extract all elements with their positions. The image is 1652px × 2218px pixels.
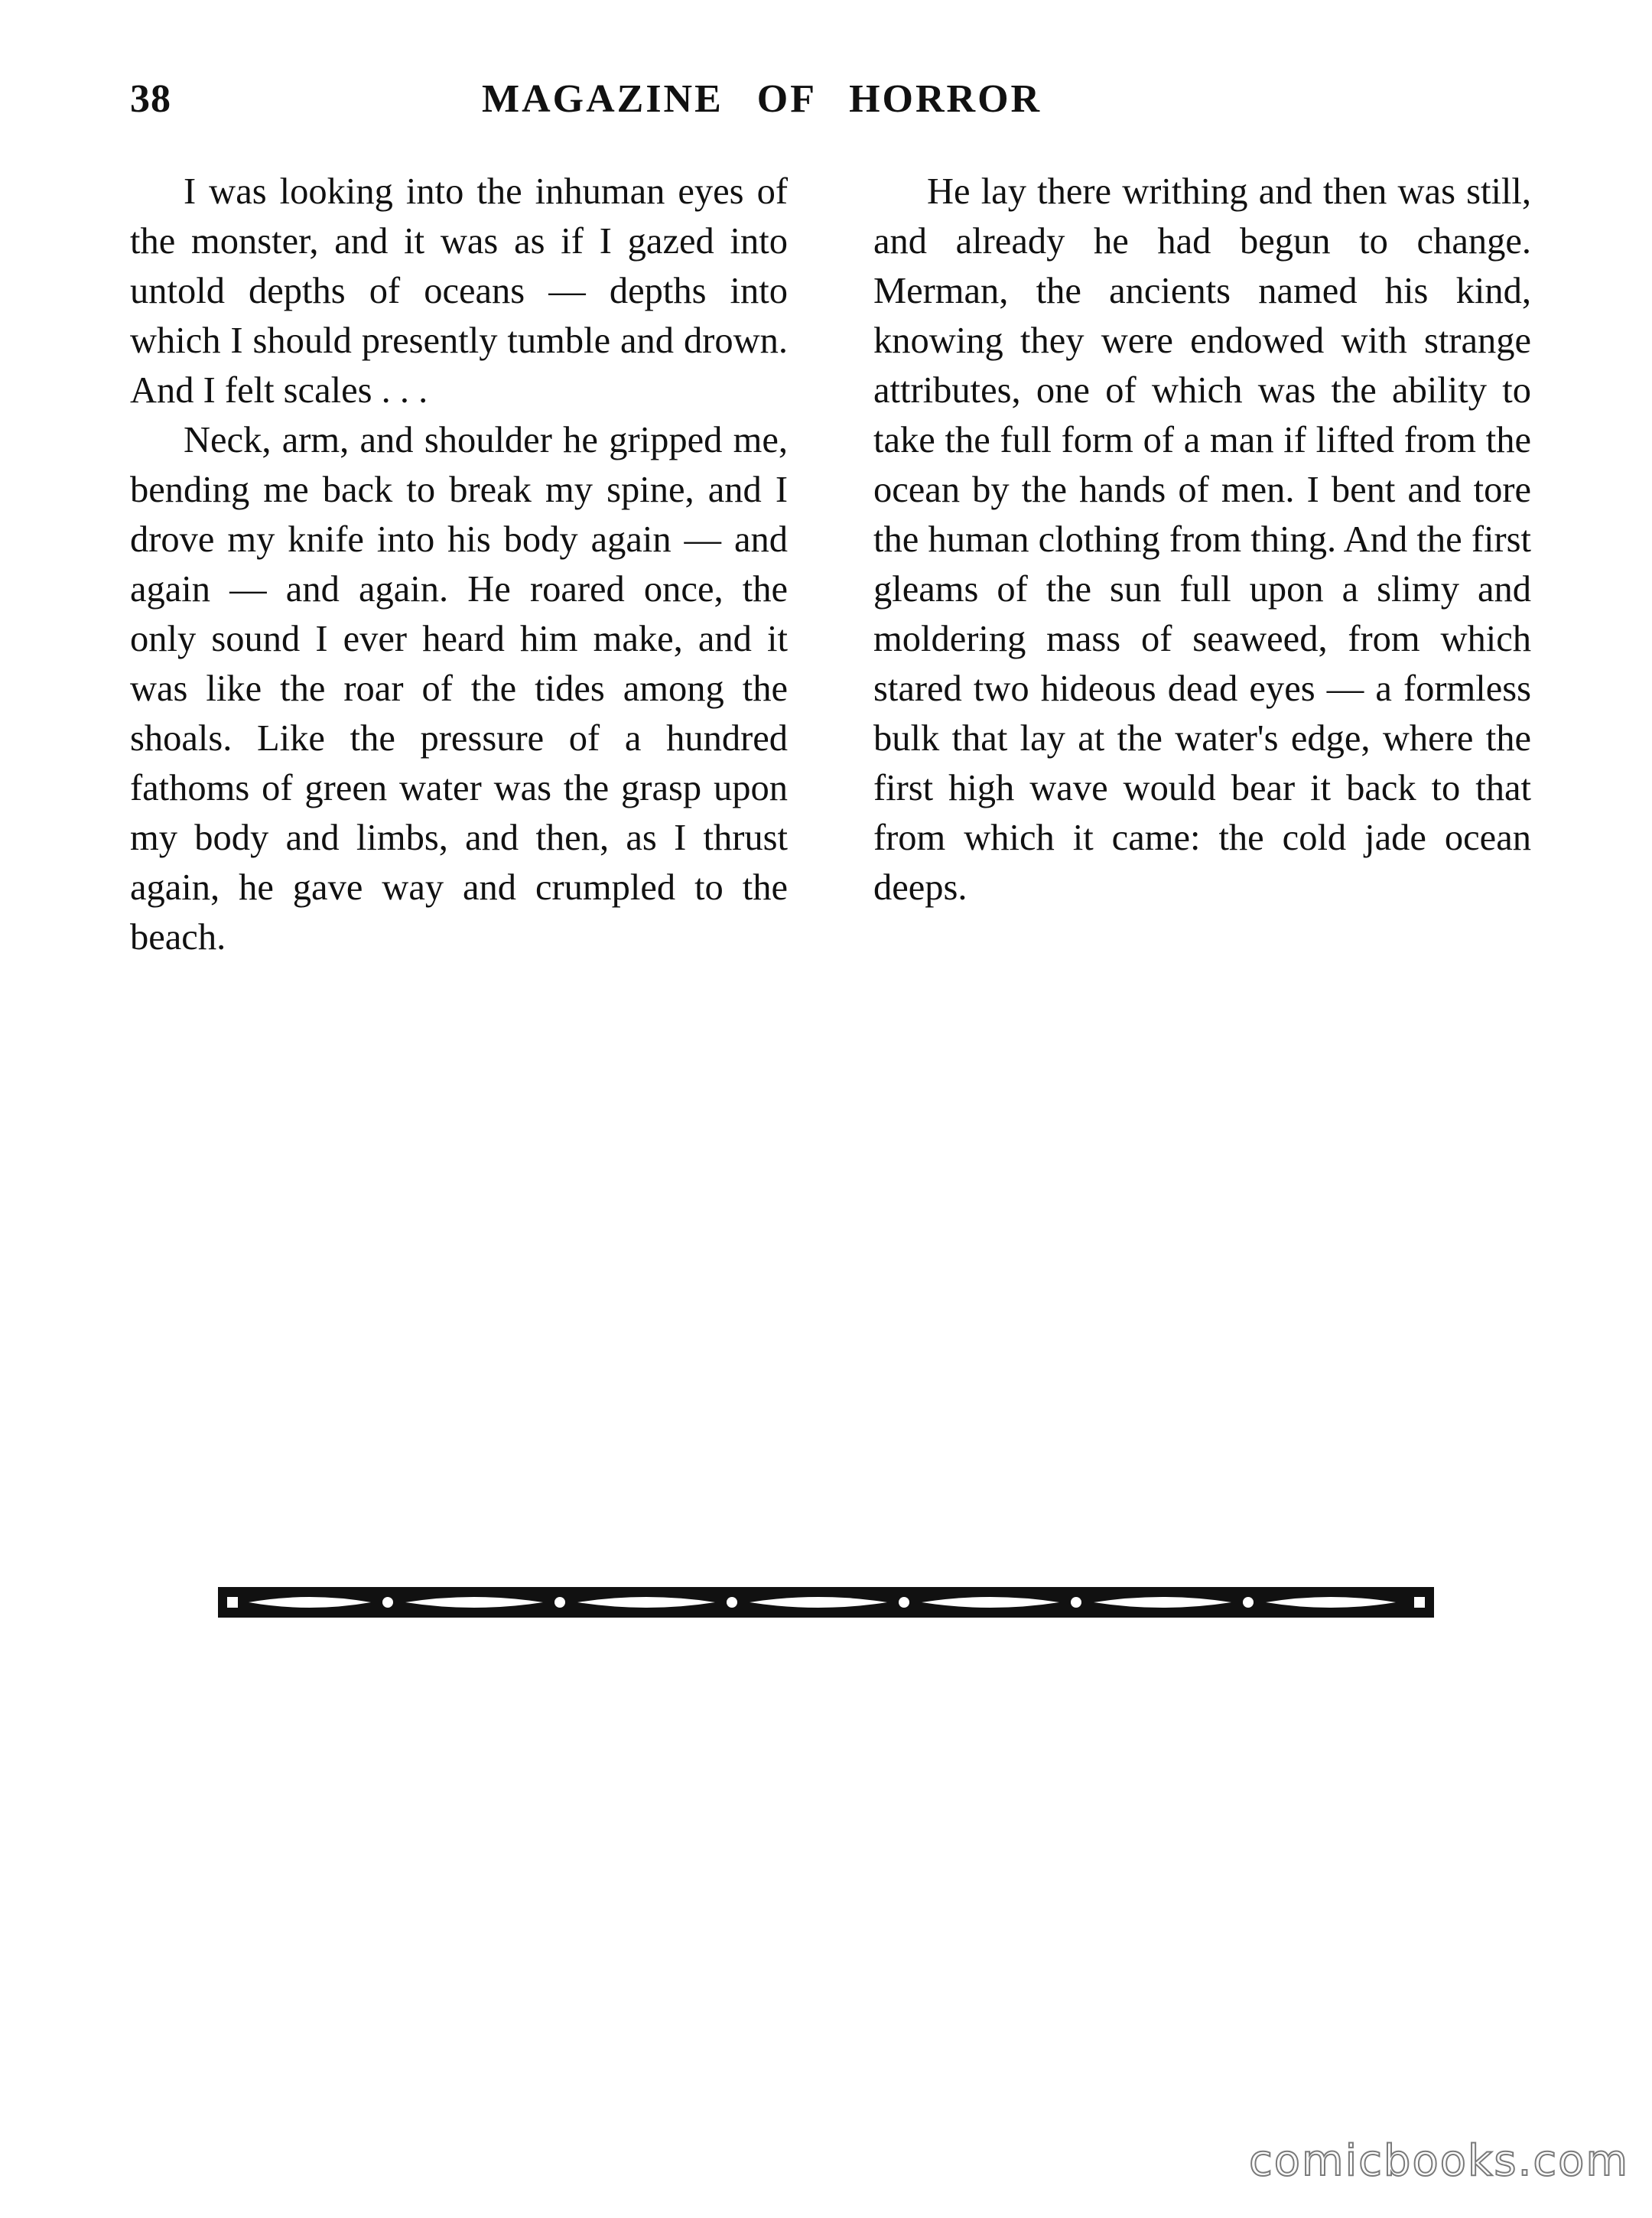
left-column [130,167,788,962]
ornamental-divider [218,1587,1434,1618]
page-header [130,76,1537,130]
right-column [873,167,1531,912]
watermark: comicbooks.com [1248,2136,1629,2186]
paragraph: He lay there writhing and then was still, and already he had begun to change. Merman, the ancients named his kind, knowing they were endowed with strange attributes, one of which was the ability to take the full form of a man if lifted from the ocean by the hands of men. I bent and tore the human clothing from thing. And the first gleams of the sun full upon a slimy and moldering mass of seaweed, from which stared two hideous dead eyes — a formless bulk that lay at the water's edge, where the first high wave would bear it back to that from which it came: the cold jade ocean deeps. [873,171,1531,908]
divider-ornament-icon [218,1587,1434,1618]
paragraph: I was looking into the inhuman eyes of the monster, and it was as if I gazed into untold depths of oceans — depths into which I should presently tumble and drown. And I felt scales . . . [130,171,788,411]
running-head: MAGAZINE OF HORROR [482,77,1042,121]
paragraph: Neck, arm, and shoulder he gripped me, bending me back to break my spine, and I drove my knife into his body again — and again — and again. He roared once, the only sound I ever heard him make, and it was like the roar of the tides among the shoals. Like the pressure of a hundred fathoms of green water was the grasp upon my body and limbs, and then, as I thrust again, he gave way and crumpled to the beach. [130,420,788,958]
page-number: 38 [130,77,171,121]
